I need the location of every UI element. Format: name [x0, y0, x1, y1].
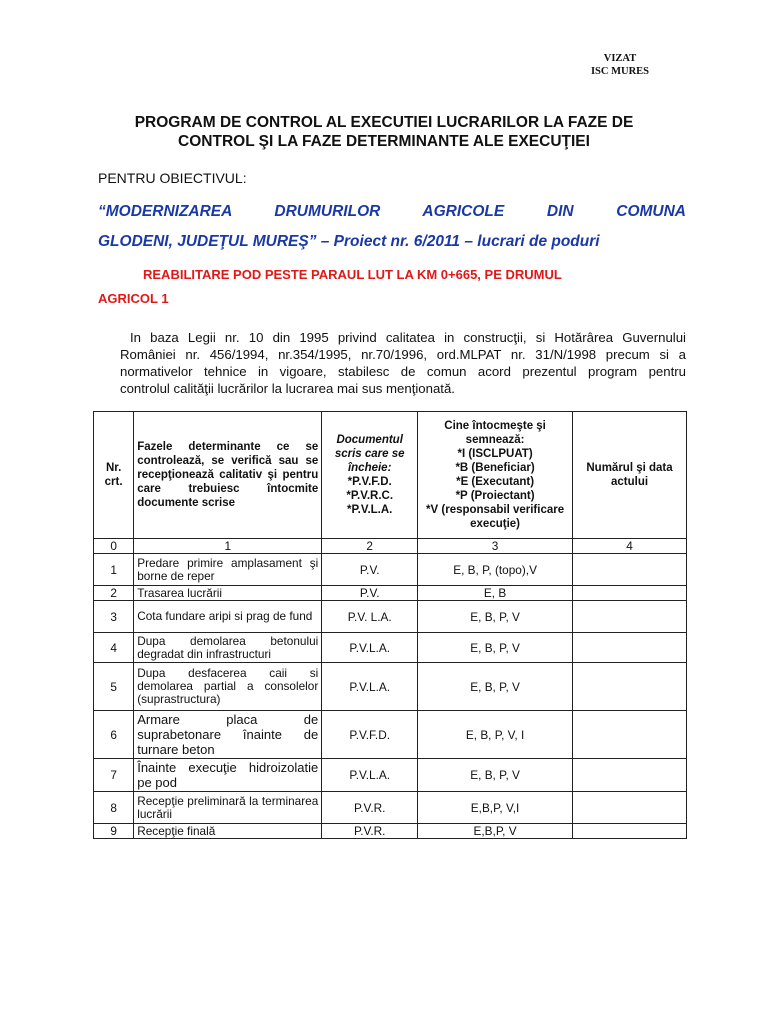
stamp-line-2: ISC MURES — [590, 66, 650, 77]
row-who: E,B,P, V — [418, 824, 573, 839]
row-who: E, B — [418, 586, 573, 601]
title-line-1: PROGRAM DE CONTROL AL EXECUTIEI LUCRARILOR LA FAZE DE — [134, 114, 634, 131]
objective-title-line-2: GLODENI, JUDEŢUL MUREŞ” – Proiect nr. 6/2011 – lucrari de poduri — [98, 233, 600, 250]
table-row — [94, 601, 687, 633]
row-nr: 8 — [94, 792, 134, 824]
row-nr: 9 — [94, 824, 134, 839]
row-document: P.V.R. — [322, 824, 418, 839]
row-phase: Armare placa de suprabetonare înainte de turnare beton — [134, 711, 322, 759]
intro-line-2: României nr. 456/1994, nr.354/1995, nr.70/1996, ord.MLPAT nr. 31/N/1998 precum si a — [120, 347, 686, 362]
objective-label: PENTRU OBIECTIVUL: — [98, 170, 247, 186]
header-document-title: Documentul scris care se încheie: — [334, 434, 405, 474]
column-number-row — [94, 539, 687, 554]
table-row — [94, 824, 687, 839]
row-act — [573, 601, 687, 633]
row-phase: Trasarea lucrării — [134, 586, 322, 601]
control-program-table — [93, 411, 687, 839]
row-act — [573, 633, 687, 663]
row-who: E, B, P, (topo),V — [418, 554, 573, 586]
header-who-title: Cine întocmeşte şi semnează: — [444, 420, 546, 446]
column-number: 4 — [573, 539, 687, 554]
header-document-pvla: *P.V.L.A. — [346, 504, 393, 516]
row-nr: 4 — [94, 633, 134, 663]
row-act — [573, 792, 687, 824]
row-nr: 2 — [94, 586, 134, 601]
row-who: E,B,P, V,I — [418, 792, 573, 824]
header-who-i: *I (ISCLPUAT) — [457, 448, 533, 460]
row-phase: Înainte execuţie hidroizolatie pe pod — [134, 759, 322, 792]
row-document: P.V.L.A. — [322, 759, 418, 792]
row-act — [573, 759, 687, 792]
intro-paragraph — [120, 329, 686, 397]
row-act — [573, 586, 687, 601]
row-document: P.V. L.A. — [322, 601, 418, 633]
row-phase: Dupa demolarea betonului degradat din infrastructuri — [134, 633, 322, 663]
intro-line-1: In baza Legii nr. 10 din 1995 privind calitatea in construcţii, si Hotărârea Guvernului — [130, 330, 686, 345]
row-act — [573, 824, 687, 839]
document-title — [80, 113, 688, 151]
row-document: P.V. — [322, 586, 418, 601]
row-act — [573, 711, 687, 759]
row-nr: 5 — [94, 663, 134, 711]
objective-title-line-1: “MODERNIZAREA DRUMURILOR AGRICOLE DIN COMUNA — [98, 203, 686, 220]
header-document-pvrc: *P.V.R.C. — [346, 490, 394, 502]
row-act — [573, 554, 687, 586]
header-document-pvfd: *P.V.F.D. — [347, 476, 392, 488]
row-who: E, B, P, V — [418, 601, 573, 633]
table-header-row — [94, 412, 687, 539]
row-document: P.V.L.A. — [322, 633, 418, 663]
table-row — [94, 586, 687, 601]
row-who: E, B, P, V — [418, 759, 573, 792]
row-document: P.V.L.A. — [322, 663, 418, 711]
row-document: P.V.F.D. — [322, 711, 418, 759]
row-phase: Dupa desfacerea caii si demolarea partial a consolelor (suprastructura) — [134, 663, 322, 711]
row-nr: 6 — [94, 711, 134, 759]
header-who-p: *P (Proiectant) — [455, 490, 535, 502]
header-who-v: *V (responsabil verificare execuţie) — [426, 504, 565, 530]
table-row — [94, 554, 687, 586]
objective-subtitle-line-1: REABILITARE POD PESTE PARAUL LUT LA KM 0+665, PE DRUMUL — [143, 267, 562, 282]
row-document: P.V. — [322, 554, 418, 586]
row-who: E, B, P, V, I — [418, 711, 573, 759]
row-phase: Recepţie preliminară la terminarea lucrării — [134, 792, 322, 824]
row-document: P.V.R. — [322, 792, 418, 824]
table-row — [94, 711, 687, 759]
header-nr: Nr. crt. — [94, 412, 134, 539]
intro-line-3: normativelor tehnice in vigoare, stabilesc de comun acord prezentul program pentru — [120, 364, 686, 379]
row-phase: Cota fundare aripi si prag de fund — [134, 601, 322, 633]
approval-stamp — [560, 52, 680, 78]
intro-line-4: controlul calităţii lucrărilor la lucrarea mai sus menţionată. — [120, 381, 455, 396]
row-nr: 3 — [94, 601, 134, 633]
row-nr: 1 — [94, 554, 134, 586]
column-number: 3 — [418, 539, 573, 554]
header-phase: Fazele determinante ce se controlează, se verifică sau se recepţionează calitativ şi pentru care trebuiesc întocmite documente scrise — [134, 412, 322, 539]
row-who: E, B, P, V — [418, 663, 573, 711]
header-document — [322, 412, 418, 539]
stamp-line-1: VIZAT — [603, 53, 637, 64]
header-who-e: *E (Executant) — [456, 476, 535, 488]
row-phase: Predare primire amplasament şi borne de reper — [134, 554, 322, 586]
header-who — [418, 412, 573, 539]
row-who: E, B, P, V — [418, 633, 573, 663]
title-line-2: CONTROL ŞI LA FAZE DETERMINANTE ALE EXECUŢIEI — [178, 133, 590, 150]
header-who-b: *B (Beneficiar) — [455, 462, 535, 474]
table-row — [94, 759, 687, 792]
table-row — [94, 633, 687, 663]
column-number: 2 — [322, 539, 418, 554]
objective-subtitle-line-2: AGRICOL 1 — [98, 291, 169, 306]
header-act: Numărul şi data actului — [573, 412, 687, 539]
row-phase: Recepţie finală — [134, 824, 322, 839]
table-row — [94, 663, 687, 711]
row-act — [573, 663, 687, 711]
table-row — [94, 792, 687, 824]
column-number: 0 — [94, 539, 134, 554]
column-number: 1 — [134, 539, 322, 554]
row-nr: 7 — [94, 759, 134, 792]
